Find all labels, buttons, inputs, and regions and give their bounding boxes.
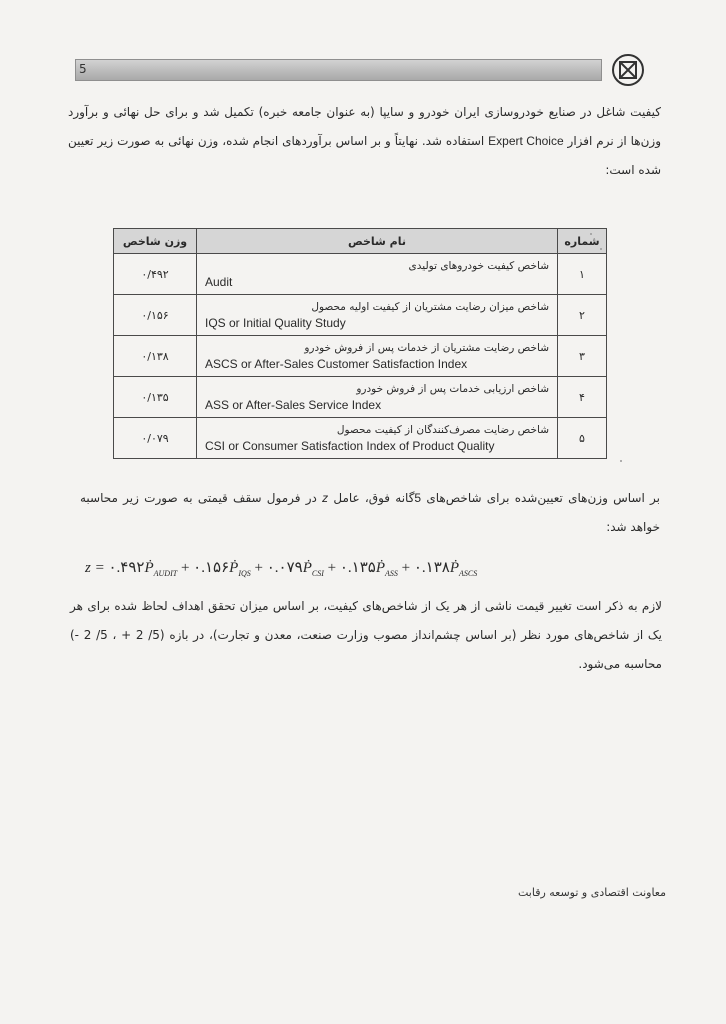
row-name-fa: شاخص ارزیابی خدمات پس از فروش خودرو — [356, 382, 549, 395]
z-formula — [85, 558, 477, 586]
row-name-en: CSI or Consumer Satisfaction Index of Product Quality — [205, 438, 495, 453]
organization-logo-icon — [611, 53, 645, 87]
formula-lhs: z = — [85, 560, 109, 576]
term-coefficient: ۰.۰۷۹ — [266, 560, 303, 576]
formula-intro-paragraph — [80, 484, 660, 542]
row-number: ۱ — [558, 254, 607, 295]
table-row — [114, 295, 607, 336]
term-price-symbol: Ṗ — [449, 560, 460, 576]
term-subscript: ASCS — [459, 569, 478, 578]
table-row — [114, 336, 607, 377]
p2-after: در فرمول سقف قیمتی به صورت زیر محاسبه خواهد شد: — [80, 491, 660, 534]
row-number: ۳ — [558, 336, 607, 377]
row-weight: ۰/۴۹۲ — [114, 254, 197, 295]
table-row — [114, 254, 607, 295]
formula-term — [340, 560, 398, 576]
formula-term — [108, 560, 177, 576]
formula-plus: + — [250, 560, 267, 576]
formula-plus: + — [177, 560, 194, 576]
formula-terms — [108, 560, 477, 576]
formula-plus: + — [323, 560, 340, 576]
footer-department: معاونت اقتصادی و توسعه رقابت — [517, 886, 666, 899]
factor-symbol: z — [322, 491, 329, 505]
term-price-symbol: Ṗ — [144, 560, 154, 576]
row-name-fa: شاخص رضایت مصرف‌کنندگان از کیفیت محصول — [336, 423, 549, 436]
row-name — [197, 336, 558, 377]
page-number: 5 — [79, 62, 87, 76]
term-subscript: ASS — [385, 569, 398, 578]
term-price-symbol: Ṗ — [229, 560, 239, 576]
row-name-en: IQS or Initial Quality Study — [205, 315, 346, 330]
row-name — [197, 418, 558, 459]
range-paragraph: لازم به ذکر است تغییر قیمت ناشی از هر یک از شاخص‌های کیفیت، بر اساس میزان تحقق اهداف لحاظ شده برای هر یک از شاخص‌های مورد نظر (بر اساس چشم‌انداز مصوب وزارت صنعت، معدن و تجارت)، در بازه (5/ 2 + ، 5/ 2 -) محاسبه می‌شود. — [70, 599, 662, 671]
term-coefficient: ۰.۱۵۶ — [193, 560, 230, 576]
intro-text-after: استفاده شد. نهایتاً و بر اساس برآوردهای انجام شده، وزن نهائی به صورت زیر تعیین شده است: — [68, 134, 661, 177]
row-weight: ۰/۱۵۶ — [114, 295, 197, 336]
page-header — [75, 55, 650, 85]
row-name-en: ASS or After-Sales Service Index — [205, 397, 382, 412]
row-name — [197, 377, 558, 418]
p2-middle: گانه فوق، عامل — [328, 491, 415, 505]
table-header-row — [114, 229, 607, 254]
row-number: ۴ — [558, 377, 607, 418]
header-bar — [75, 59, 602, 81]
term-subscript: IQS — [238, 569, 251, 578]
index-weights-table — [113, 228, 607, 459]
formula-plus: + — [397, 560, 414, 576]
p2-before: بر اساس وزن‌های تعیین‌شده برای شاخص‌های — [421, 491, 660, 505]
row-name-fa: شاخص میزان رضایت مشتریان از کیفیت اولیه محصول — [311, 300, 549, 313]
row-name-fa: شاخص کیفیت خودروهای تولیدی — [408, 259, 549, 272]
term-coefficient: ۰.۱۳۵ — [339, 560, 376, 576]
row-weight: ۰/۱۳۸ — [114, 336, 197, 377]
intro-paragraph — [68, 98, 661, 185]
row-name — [197, 254, 558, 295]
formula-term — [267, 560, 324, 576]
scan-speck — [590, 233, 592, 235]
formula-term — [414, 560, 477, 576]
header-number: شماره — [558, 229, 607, 254]
term-coefficient: ۰.۱۳۸ — [413, 560, 450, 576]
row-name-fa: شاخص رضایت مشتریان از خدمات پس از فروش خودرو — [304, 341, 549, 354]
row-number: ۲ — [558, 295, 607, 336]
scan-speck — [600, 248, 602, 250]
row-name-en: Audit — [205, 274, 233, 289]
header-name: نام شاخص — [197, 229, 558, 254]
term-subscript: AUDIT — [153, 569, 178, 578]
header-weight: وزن شاخص — [114, 229, 197, 254]
index-count: 5 — [414, 491, 422, 505]
term-price-symbol: Ṗ — [302, 560, 312, 576]
term-subscript: CSI — [311, 569, 324, 578]
table-row — [114, 377, 607, 418]
intro-text-before: کیفیت شاغل در صنایع خودروسازی ایران خودرو و سایپا (به عنوان جامعه خبره) تکمیل شد و برای حل نهائی و برآورد وزن‌ها از نرم افزار — [68, 105, 661, 148]
table-row — [114, 418, 607, 459]
term-coefficient: ۰.۴۹۲ — [108, 560, 145, 576]
software-name: Expert Choice — [488, 134, 564, 148]
formula-term — [193, 560, 251, 576]
scan-speck — [620, 460, 622, 462]
row-name — [197, 295, 558, 336]
term-price-symbol: Ṗ — [375, 560, 386, 576]
row-weight: ۰/۱۳۵ — [114, 377, 197, 418]
row-weight: ۰/۰۷۹ — [114, 418, 197, 459]
row-number: ۵ — [558, 418, 607, 459]
row-name-en: ASCS or After-Sales Customer Satisfaction Index — [205, 356, 468, 371]
